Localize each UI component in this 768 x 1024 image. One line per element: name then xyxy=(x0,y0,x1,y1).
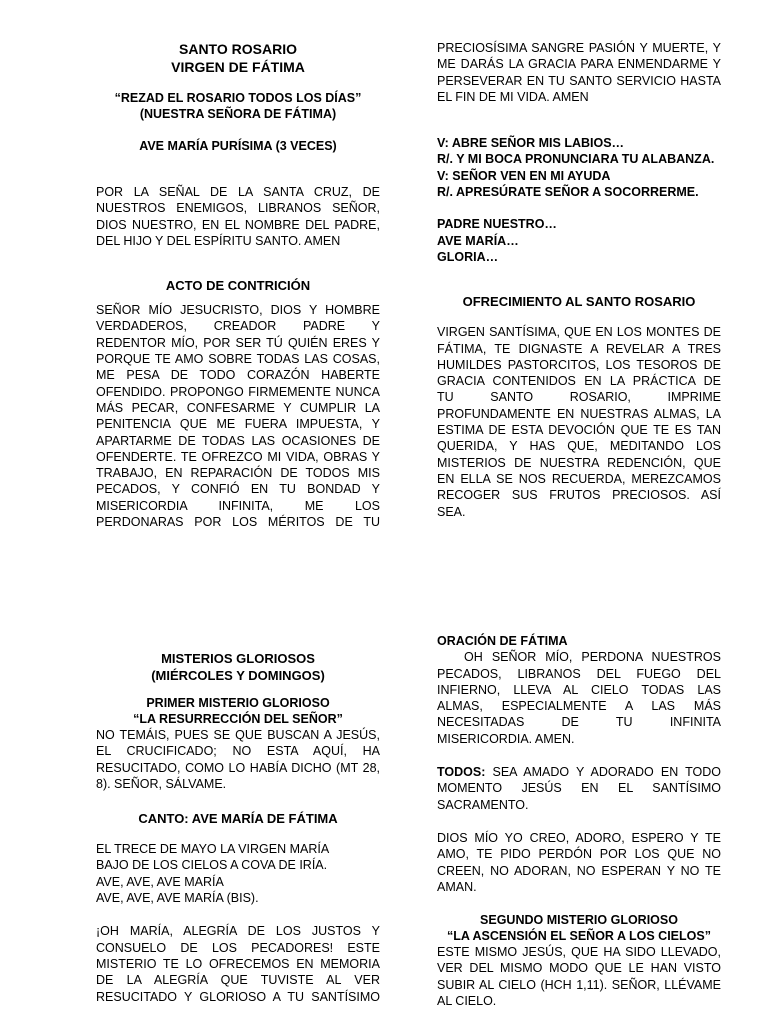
prayer-line: AMAN. xyxy=(437,879,477,894)
canto-lyrics xyxy=(96,841,380,906)
prayer-line: PECADOS, LIBRANOS DEL FUEGO DEL xyxy=(437,666,721,681)
prayer-line: QUERIDA, Y HAS QUE, MEDITANDO LOS xyxy=(437,439,721,454)
prayer-line: ALMAS, ESPECIALMENTE A LAS MÁS xyxy=(437,699,721,714)
ofrecimiento-title: OFRECIMIENTO AL SANTO ROSARIO xyxy=(462,294,696,310)
top-left-column xyxy=(96,40,380,530)
prayer-line: DIOS MÍO YO CREO, ADORO, ESPERO Y TE xyxy=(437,830,721,845)
prayer-line: NO TEMÁIS, PUES SE QUE BUSCAN A JESÚS, xyxy=(96,728,380,742)
prayer-item: GLORIA… xyxy=(437,249,499,264)
prayer-line: CONSUELO DE LOS PECADORES! ESTE xyxy=(96,940,380,955)
prayer-line: POR LA SEÑAL DE LA SANTA CRUZ, DE xyxy=(96,185,380,199)
prayer-line: ME DARÁS LA GRACIA PARA ENMENDARME Y xyxy=(437,57,721,72)
prayer-item: AVE MARÍA… xyxy=(437,233,519,248)
contricion-prayer xyxy=(96,302,380,530)
prayer-line: PROFUNDAMENTE EN NUESTRAS ALMAS, LA xyxy=(437,406,721,421)
oracion-fatima-title: ORACIÓN DE FÁTIMA xyxy=(437,634,568,648)
ofrecimiento-prayer xyxy=(437,324,721,520)
contricion-continuation xyxy=(437,40,721,105)
prayer-line: VIRGEN SANTÍSIMA, QUE EN LOS MONTES DE xyxy=(437,325,721,340)
prayer-line: PENITENCIA QUE ME FUERA IMPUESTA, Y xyxy=(96,417,380,432)
versicle-line: R/. APRESÚRATE SEÑOR A SOCORRERME. xyxy=(437,185,699,200)
primer-misterio-text xyxy=(96,727,380,792)
prayer-line: VERDADEROS, CREADOR PADRE Y xyxy=(96,319,380,334)
contricion-title: ACTO DE CONTRICIÓN xyxy=(165,278,311,294)
prayer-line: DE LA ALEGRÍA QUE TUVISTE AL VER xyxy=(96,973,380,988)
prayer-line: APARTARME DE TODAS LAS OCASIONES DE xyxy=(96,433,380,448)
prayer-line: MOMENTO JESÚS EN EL SANTÍSIMO xyxy=(437,781,721,796)
prayer-line: FÁTIMA, TE DIGNASTE A REVELAR A TRES xyxy=(437,341,721,356)
prayer-line: GRACIA CONTENIDOS EN LA PRÁCTICA DE xyxy=(437,374,721,389)
prayer-line: RESUCITADO, COMO LO HABÍA DICHO (MT 28, xyxy=(96,760,380,775)
prayer-line: CREEN, NO ADORAN, NO ESPERAN Y NO TE xyxy=(437,863,721,878)
misterios-title-line1: MISTERIOS GLORIOSOS xyxy=(161,651,315,666)
versicle-line: V: SEÑOR VEN EN MI AYUDA xyxy=(437,168,611,183)
prayer-line: PRECIOSÍSIMA SANGRE PASIÓN Y MUERTE, Y xyxy=(437,41,721,55)
versicle-line: V: ABRE SEÑOR MIS LABIOS… xyxy=(437,136,625,151)
prayer-line: MISERICORDIA INFINITA, ME LOS xyxy=(96,498,380,513)
prayer-line: MISTERIO TE LO OFRECEMOS EN MEMORIA xyxy=(96,956,380,971)
prayer-line: NUESTROS ENEMIGOS, LIBRANOS SEÑOR, xyxy=(96,201,380,216)
doc-title-line2: VIRGEN DE FÁTIMA xyxy=(171,59,305,75)
oracion-fatima-text xyxy=(437,649,721,747)
ave-maria-purisima: AVE MARÍA PURÍSIMA (3 VECES) xyxy=(139,139,337,153)
canto-title: CANTO: AVE MARÍA DE FÁTIMA xyxy=(138,811,338,827)
oh-maria-prayer xyxy=(96,923,380,1004)
prayer-line: EL CRUCIFICADO; NO ESTA AQUÍ, HA xyxy=(96,744,380,759)
prayer-line: PORQUE TE AMO SOBRE TODAS LAS COSAS, xyxy=(96,352,380,367)
quote-line1: “REZAD EL ROSARIO TODOS LOS DÍAS” xyxy=(114,91,362,105)
prayer-line: EN ELLA SE NOS RECUERDA, MEREZCAMOS xyxy=(437,471,721,486)
prayer-line: ESTIMA DE ESTA DEVOCIÓN QUE TE ES TAN xyxy=(437,423,721,438)
quote-line2: (NUESTRA SEÑORA DE FÁTIMA) xyxy=(139,107,337,121)
segundo-misterio-title: SEGUNDO MISTERIO GLORIOSO xyxy=(480,913,678,928)
todos-first-text: SEA AMADO Y ADORADO EN TODO xyxy=(485,765,721,780)
prayer-line: 8). SEÑOR, SÁLVAME. xyxy=(96,776,227,791)
prayer-line: RESUCITADO Y GLORIOSO A TU SANTÍSIMO xyxy=(96,989,380,1004)
versicles xyxy=(437,135,721,200)
prayer-line: INFIERNO, LLEVA AL CIELO TODAS LAS xyxy=(437,682,721,697)
segundo-misterio-text xyxy=(437,944,721,1009)
prayer-line: SACRAMENTO. xyxy=(437,797,529,812)
prayer-line: ¡OH MARÍA, ALEGRÍA DE LOS JUSTOS Y xyxy=(96,924,380,939)
prayer-line: HUMILDES PASTORCITOS, LOS TESOROS DE xyxy=(437,357,721,372)
todos-label: TODOS: xyxy=(437,765,486,780)
prayer-line: DEL HIJO Y DEL ESPÍRITU SANTO. AMEN xyxy=(96,233,341,248)
misterios-title-line2: (MIÉRCOLES Y DOMINGOS) xyxy=(151,668,325,683)
prayer-line: SUBIR AL CIELO (HCH 1,11). SEÑOR, LLÉVAME xyxy=(437,977,721,992)
bottom-right-column xyxy=(437,633,721,1009)
versicle-line: R/. Y MI BOCA PRONUNCIARA TU ALABANZA. xyxy=(437,152,715,167)
primer-misterio-subtitle: “LA RESURRECCIÓN DEL SEÑOR” xyxy=(133,712,343,726)
prayer-line: PERSEVERAR EN TU SANTO SERVICIO HASTA xyxy=(437,73,721,88)
prayer-line: DIOS NUESTRO, EN EL NOMBRE DEL PADRE, xyxy=(96,217,380,232)
prayer-line: PECADOS, Y CONFIÓ EN TU BONDAD Y xyxy=(96,482,380,497)
top-right-column xyxy=(437,40,721,520)
prayer-line: TU SANTO ROSARIO, IMPRIME xyxy=(437,390,721,405)
prayer-item: PADRE NUESTRO… xyxy=(437,217,557,232)
prayer-line: AL CIELO. xyxy=(437,994,497,1009)
prayer-line: TRABAJO, EN REPARACIÓN DE TODOS MIS xyxy=(96,466,380,481)
prayer-line: ME PESA DE TODO CORAZÓN HABERTE xyxy=(96,368,380,383)
segundo-misterio-subtitle: “LA ASCENSIÓN EL SEÑOR A LOS CIELOS” xyxy=(447,929,711,944)
prayer-line: EL FIN DE MI VIDA. AMEN xyxy=(437,89,589,104)
prayer-line: MISTERIOS DE NUESTRA REDENCIÓN, QUE xyxy=(437,455,721,470)
prayer-line: MISERICORDIA. AMEN. xyxy=(437,731,575,746)
prayer-line: SEÑOR MÍO JESUCRISTO, DIOS Y HOMBRE xyxy=(96,303,380,318)
prayer-line: ESTE MISMO JESÚS, QUE HA SIDO LLEVADO, xyxy=(437,945,721,960)
prayer-line: REDENTOR MÍO, POR SER TÚ QUIÉN ERES Y xyxy=(96,335,380,350)
prayer-line: AMO, TE PIDO PERDÓN POR LOS QUE NO xyxy=(437,847,721,862)
prayer-line: NECESITADAS DE TU INFINITA xyxy=(437,715,721,730)
dios-mio-prayer xyxy=(437,830,721,895)
lyric-line: AVE, AVE, AVE MARÍA (BIS). xyxy=(96,891,259,906)
prayer-line: PERDONARAS POR LOS MÉRITOS DE TU xyxy=(96,515,380,530)
lyric-line: BAJO DE LOS CIELOS A COVA DE IRÍA. xyxy=(96,858,328,873)
prayer-line: MÁS PECAR, CONFESARME Y CUMPLIR LA xyxy=(96,400,380,415)
prayer-list xyxy=(437,216,721,265)
prayer-line: VER DEL MISMO MODO QUE LE HAN VISTO xyxy=(437,961,721,976)
prayer-line: OFENDERTE. TE OFREZCO MI VIDA, OBRAS Y xyxy=(96,449,380,464)
lyric-line: AVE, AVE, AVE MARÍA xyxy=(96,874,224,889)
prayer-line: SEA. xyxy=(437,504,466,519)
bottom-left-column xyxy=(96,650,380,1005)
prayer-line: OH SEÑOR MÍO, PERDONA NUESTROS xyxy=(437,650,721,665)
prayer-line: OFENDIDO. PROPONGO FIRMEMENTE NUNCA xyxy=(96,384,380,399)
prayer-line xyxy=(437,764,721,780)
prayer-line: RECOGER SUS FRUTOS PRECIOSOS. ASÍ xyxy=(437,488,721,503)
todos-prayer xyxy=(437,764,721,813)
senal-cruz-prayer xyxy=(96,184,380,249)
doc-title-line1: SANTO ROSARIO xyxy=(179,41,297,57)
primer-misterio-title: PRIMER MISTERIO GLORIOSO xyxy=(146,696,330,710)
lyric-line: EL TRECE DE MAYO LA VIRGEN MARÍA xyxy=(96,842,330,857)
